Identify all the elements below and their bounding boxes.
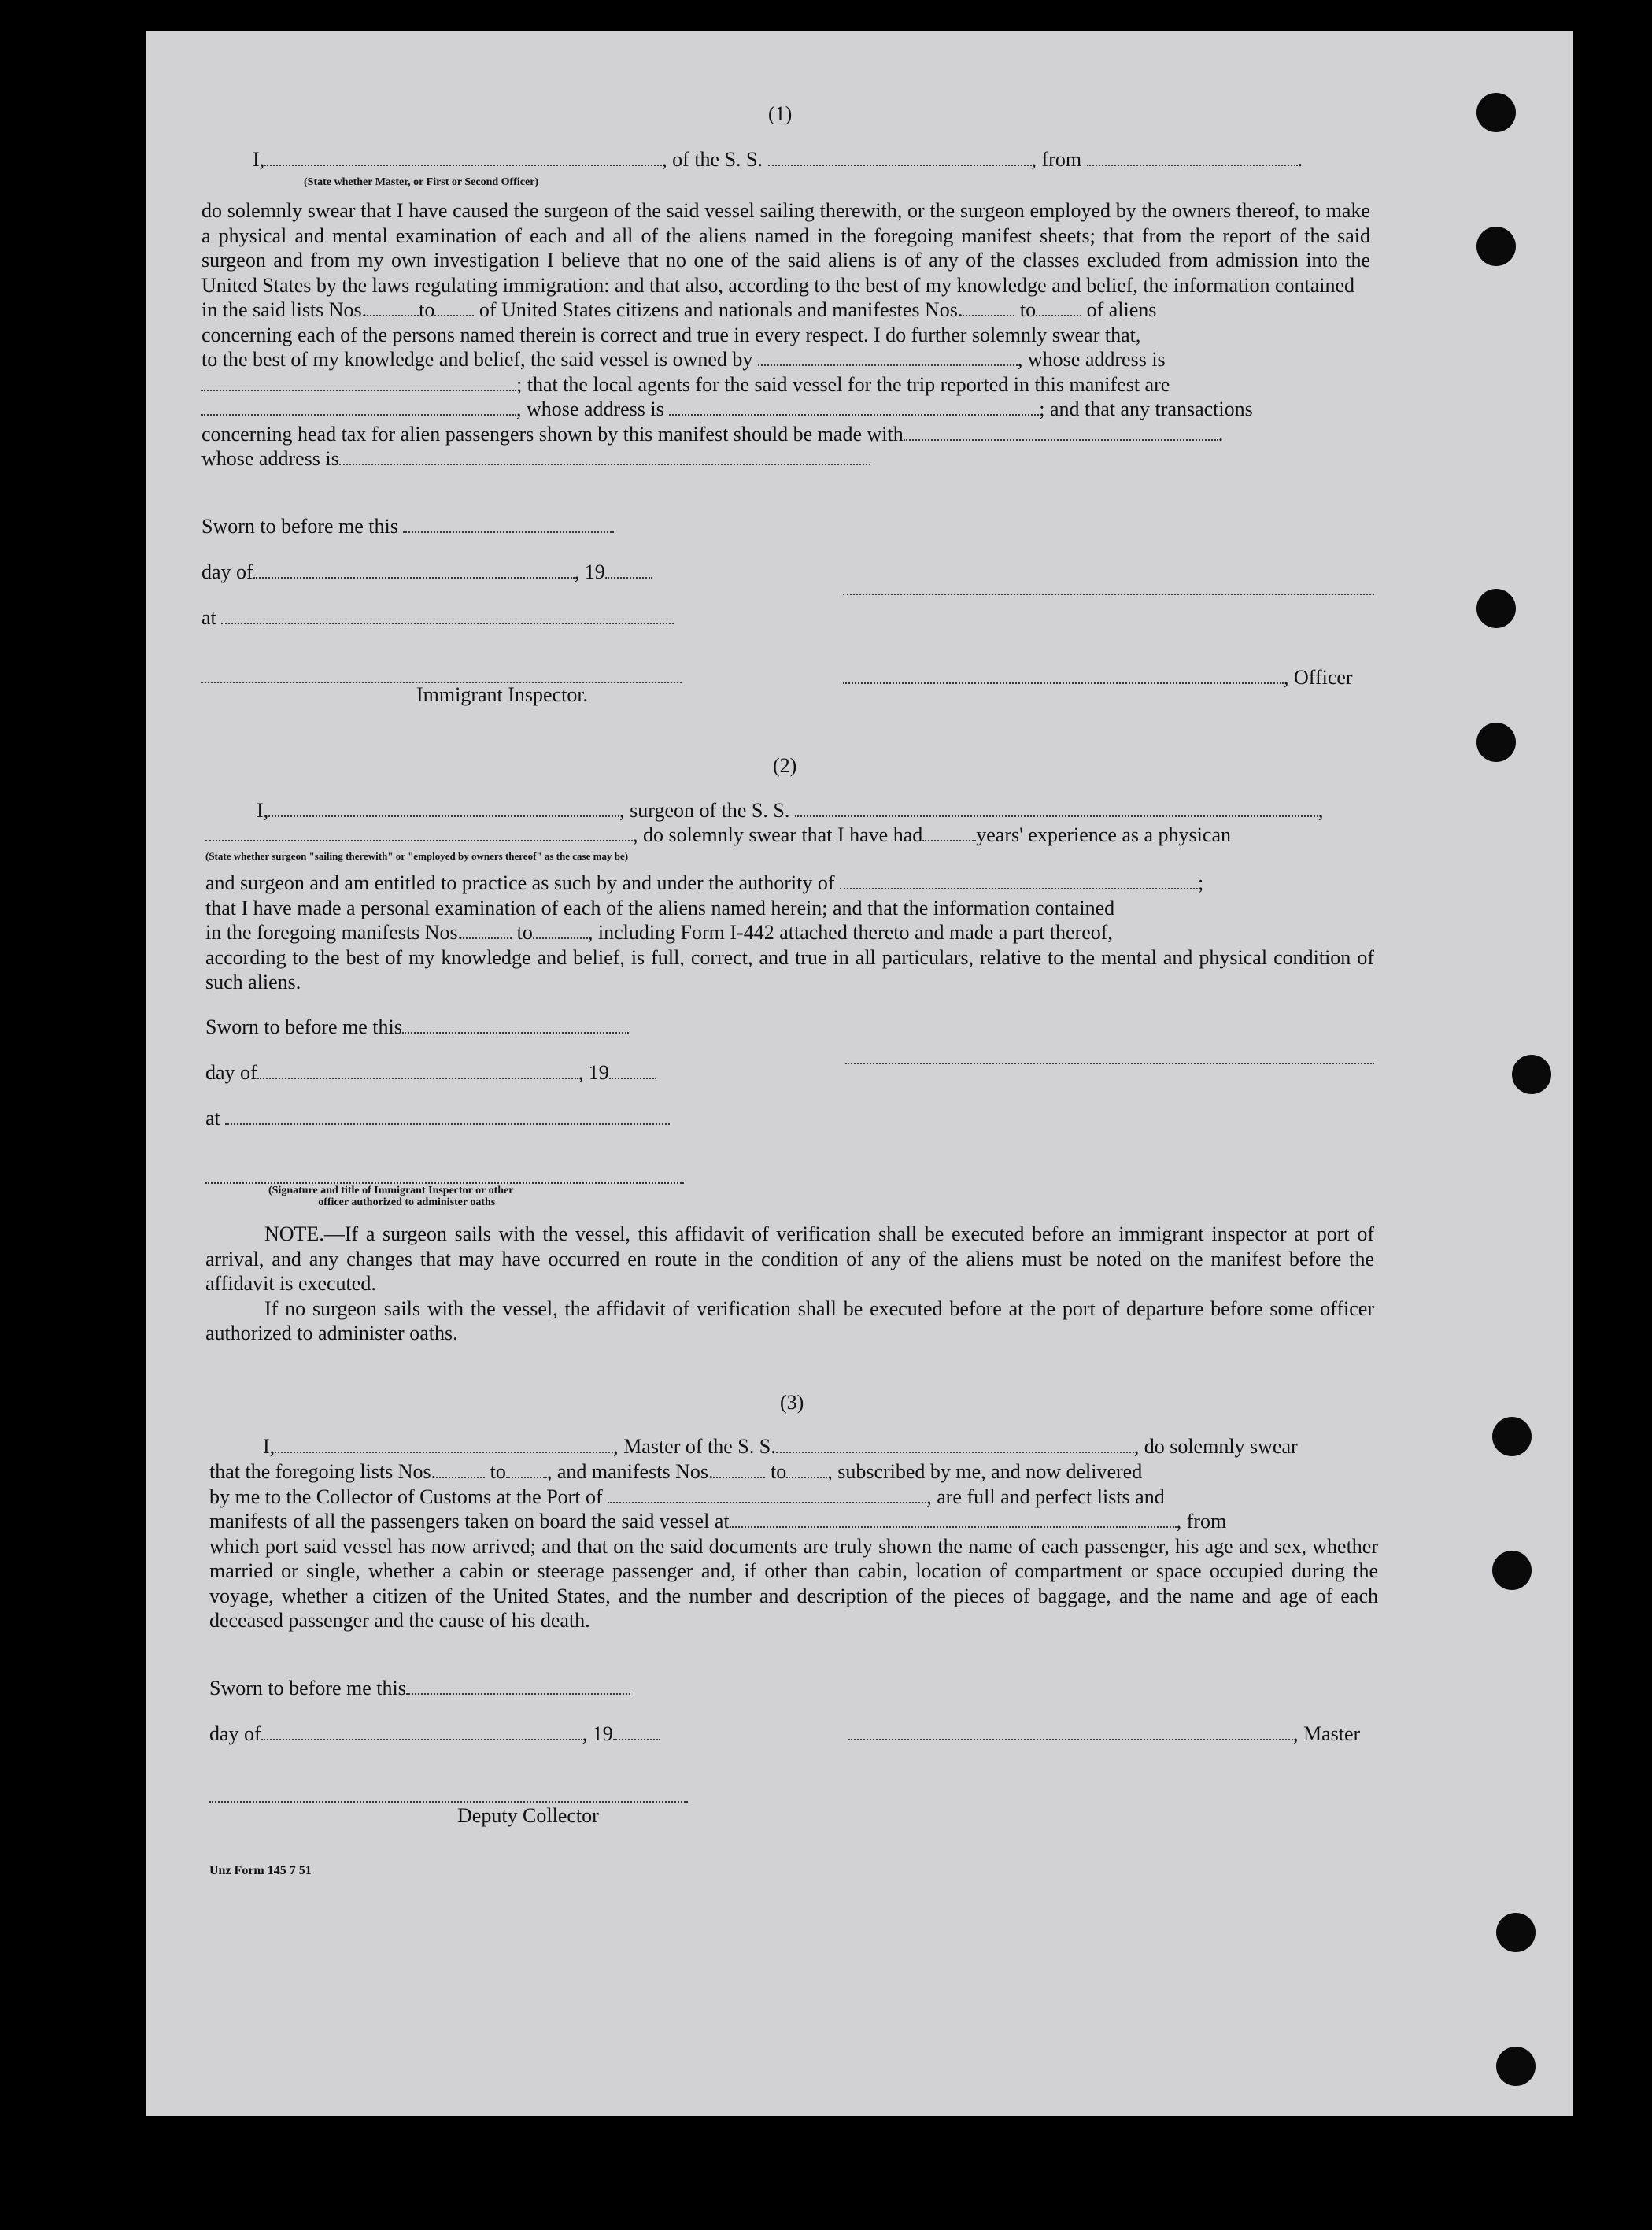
section-2-day: day of , 19 [205,1061,656,1085]
punch-hole [1496,1913,1536,1952]
section-2-signature-line [845,1063,1374,1064]
master-signature: , Master [848,1722,1360,1746]
section-3-number: (3) [780,1391,804,1414]
punch-hole [1512,1055,1551,1094]
punch-hole [1492,1551,1532,1590]
form-page [146,31,1573,2116]
punch-hole [1476,227,1516,266]
section-3-day: day of , 19 [209,1722,660,1746]
section-1-day: day of , 19 [201,560,652,584]
deputy-signature-line [209,1801,688,1803]
section-2-body: and surgeon and am entitled to practice as such by and under the authority of ; that I have made a personal examination of each of the aliens named herein; and that the information contained in the foregoing manifests Nos. to , including Form I-442 attached thereto and made a part thereof, according to the best of my knowledge and belief, is full, correct, and true in all particulars, relative to the mental and physical condition of such aliens. [205,871,1374,993]
section-1-oath-line: I, , of the S. S. , from . [253,148,1303,171]
inspector-signature-line-2 [205,1182,684,1184]
section-3-body: that the foregoing lists Nos. to , and manifests Nos. to , subscribed by me, and now delivered by me to the Collector of Customs at the Port of , are full and perfect lists and manifests of all the passengers taken on board the said vessel at , from which port said vessel has now arrived; and that on the said documents are truly shown the name of each passenger, his age and sex, whether married or single, whether a cabin or steerage passenger and, if other than cabin, location of compartment or space occupied during the voyage, whether a citizen of the United States, and the number and description of the pieces of baggage, and the name and age of each deceased passenger and the cause of his death. [209,1460,1378,1632]
section-1-number: (1) [768,102,793,125]
form-number: Unz Form 145 7 51 [209,1864,312,1877]
officer-signature: , Officer [843,666,1353,690]
deputy-collector-label: Deputy Collector [457,1804,599,1827]
section-3-oath-line: I, , Master of the S. S. , do solemnly swear [263,1435,1298,1458]
section-2-number: (2) [773,754,797,777]
signature-title-note: (Signature and title of Immigrant Inspector or other officer authorized to administer oaths [268,1185,514,1208]
section-3-sworn: Sworn to before me this [209,1677,630,1700]
surgeon-note-paragraph: NOTE.—If a surgeon sails with the vessel, this affidavit of verification shall be executed before an immigrant inspector at port of arrival, and any changes that may have occurred en route in the condition of any of the aliens must be noted on the manifest before the affidavit is executed. If no surgeon sails with the vessel, the affidavit of verification shall be executed before at the port of departure before some officer authorized to administer oaths. [205,1222,1374,1344]
punch-hole [1492,1417,1532,1456]
section-2-at: at [205,1107,670,1130]
section-2-sworn: Sworn to before me this [205,1015,629,1039]
section-2-years-line: , do solemnly swear that I have had years' experience as a physican [205,823,1231,847]
punch-hole [1476,723,1516,762]
section-2-oath-line: I, , surgeon of the S. S. , [257,799,1324,822]
officer-note: (State whether Master, or First or Second Officer) [304,176,539,188]
punch-hole [1476,93,1516,132]
section-1-sworn: Sworn to before me this [201,515,614,538]
punch-hole [1476,589,1516,628]
section-1-body: do solemnly swear that I have caused the surgeon of the said vessel sailing therewith, or the surgeon employed by the owners thereof, to make a physical and mental examination of each and all of the aliens named in the foregoing manifest sheets; that from the report of the said surgeon and from my own investigation I believe that no one of the said aliens is of any of the classes excluded from admission into the United States by the laws regulating immigration: and that also, according to the best of my knowledge and belief, the information contained in the said lists Nos. to of United States citizens and nationals and manifestes Nos. to of aliens concerning each of the persons named therein is correct and true in every respect. I do further solemnly swear that, to the best of my knowledge and belief, the said vessel is owned by , whose address is ; that the local agents for the said vessel for the trip reported in this manifest are , whose address is ; and that any transactions concerning head tax for alien passengers shown by this manifest should be made with . whose address is [201,199,1370,470]
immigrant-inspector-label: Immigrant Inspector. [416,683,589,706]
section-1-at: at [201,606,674,630]
section-1-signature-line [843,594,1374,595]
surgeon-note: (State whether surgeon "sailing therewith" or "employed by owners thereof" as the case may be) [205,850,629,862]
punch-hole [1496,2047,1536,2086]
